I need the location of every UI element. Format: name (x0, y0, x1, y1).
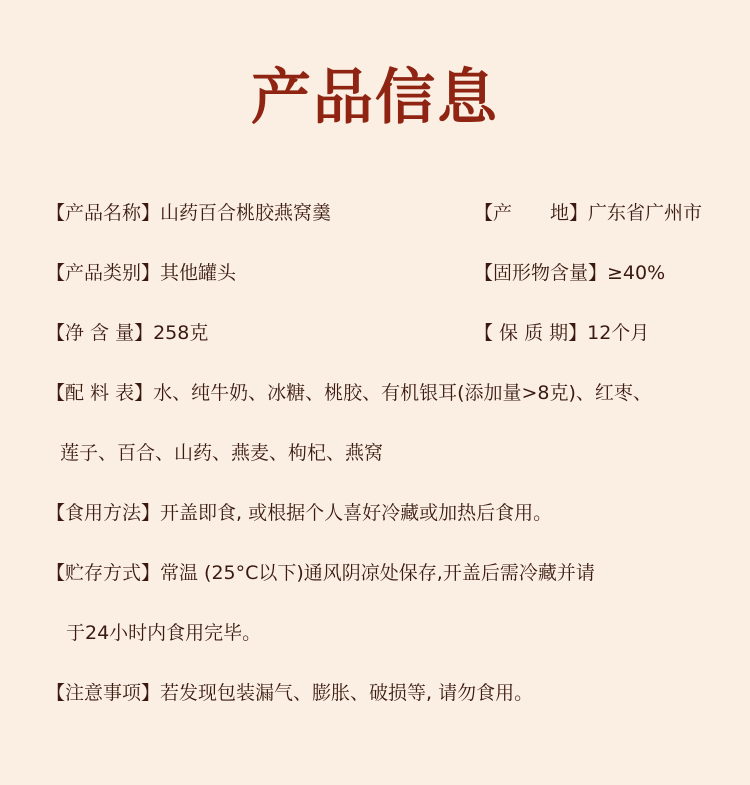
solids-content-row: 【固形物含量】≥40% (474, 262, 666, 284)
shelf-life-row: 【 保 质 期】12个月 (474, 322, 650, 344)
notice-row: 【注意事项】若发现包装漏气、膨胀、破损等, 请勿食用。 (46, 682, 534, 704)
storage-continued: 于24小时内食用完毕。 (66, 622, 262, 644)
storage-row: 【贮存方式】常温 (25°C以下)通风阴凉处保存,开盖后需冷藏并请 (46, 562, 595, 584)
ingredients-row: 【配 料 表】水、纯牛奶、冰糖、桃胶、有机银耳(添加量>8克)、红枣、 (46, 382, 652, 404)
product-category-row: 【产品类别】其他罐头 (46, 262, 237, 284)
ingredients-continued: 莲子、百合、山药、燕麦、枸杞、燕窝 (60, 442, 384, 464)
net-content-row: 【净 含 量】258克 (46, 322, 209, 344)
origin-row: 【产 地】广东省广州市 (474, 202, 703, 224)
usage-row: 【食用方法】开盖即食, 或根据个人喜好冷藏或加热后食用。 (46, 502, 553, 524)
product-name-row: 【产品名称】山药百合桃胶燕窝羹 (46, 202, 332, 224)
page-title: 产品信息 (251, 63, 499, 133)
